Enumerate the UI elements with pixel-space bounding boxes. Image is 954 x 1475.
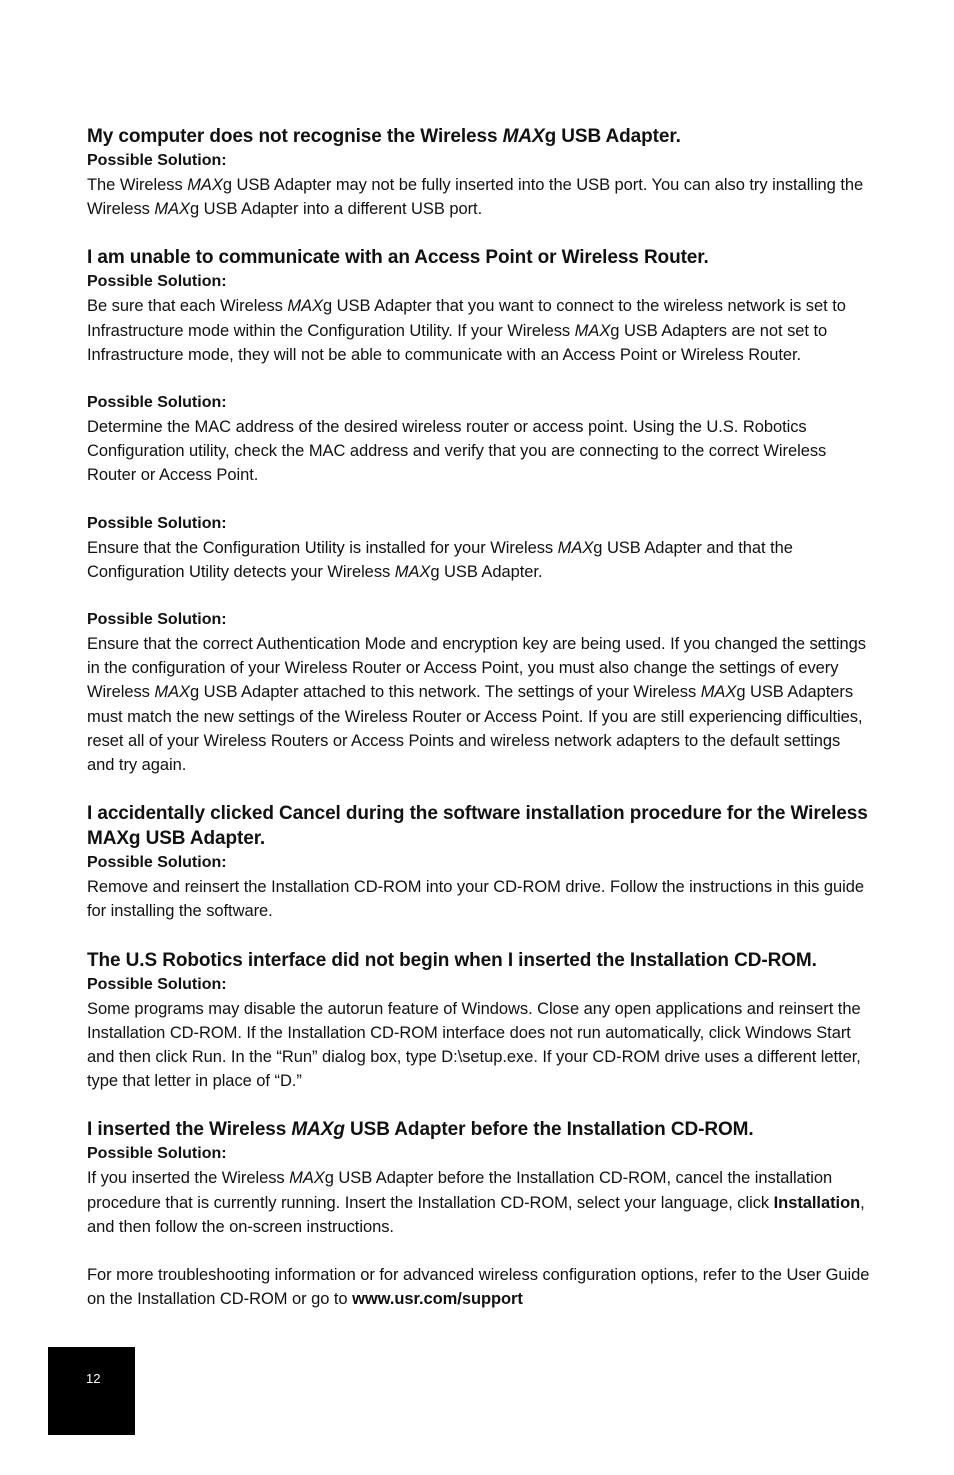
solution-text: Remove and reinsert the Installation CD-ROM into your CD-ROM drive. Follow the instructions in this guide for installing the software. <box>87 878 864 921</box>
solution-label: Possible Solution: <box>87 273 227 291</box>
solution-text: Ensure that the correct Authentication Mode and encryption key are being used. If you changed the settings in the configuration of your Wireless Router or Access Point, you must also change the settings of every Wireless MAXg USB Adapter attached to this network. The settings of your Wireless MAXg USB Adapters must match the new settings of the Wireless Router or Access Point. If you are still experiencing difficulties, reset all of your Wireless Routers or Access Points and wireless network adapters to the default settings and try again. <box>87 635 866 775</box>
footer-note: For more troubleshooting information or for advanced wireless configuration options, refer to the User Guide on the Installation CD-ROM or go to www.usr.com/support <box>87 1266 870 1309</box>
solution-text: The Wireless MAXg USB Adapter may not be fully inserted into the USB port. You can also try installing the Wireless MAXg USB Adapter into a different USB port. <box>87 176 864 219</box>
support-link[interactable]: www.usr.com/support <box>352 1290 523 1309</box>
troubleshooting-section <box>87 801 872 923</box>
document-body <box>87 124 872 1311</box>
solution-label: Possible Solution: <box>87 1145 227 1163</box>
solution-label: Possible Solution: <box>87 394 227 412</box>
page-number-box <box>48 1347 135 1435</box>
troubleshooting-section <box>87 245 872 777</box>
issue-heading: The U.S Robotics interface did not begin when I inserted the Installation CD-ROM. <box>87 949 817 971</box>
issue-heading: I am unable to communicate with an Access Point or Wireless Router. <box>87 247 709 269</box>
page-number: 12 <box>86 1371 101 1386</box>
troubleshooting-section <box>87 1117 872 1239</box>
solution-label: Possible Solution: <box>87 611 227 629</box>
solution-label: Possible Solution: <box>87 975 227 993</box>
solution-label: Possible Solution: <box>87 152 227 169</box>
troubleshooting-section <box>87 948 872 1094</box>
issue-heading: I inserted the Wireless MAXg USB Adapter before the Installation CD-ROM. <box>87 1119 754 1141</box>
solution-text: Determine the MAC address of the desired wireless router or access point. Using the U.S. Robotics Configuration utility, check the MAC address and verify that you are connecting to the correct Wireless Router or Access Point. <box>87 418 827 485</box>
issue-heading: My computer does not recognise the Wireless MAXg USB Adapter. <box>87 126 681 147</box>
issue-heading: I accidentally clicked Cancel during the software installation procedure for the Wireless MAXg USB Adapter. <box>87 803 868 850</box>
solution-text: Some programs may disable the autorun feature of Windows. Close any open applications and reinsert the Installation CD-ROM. If the Installation CD-ROM interface does not run automatically, click Windows Start and then click Run. In the “Run” dialog box, type D:\setup.exe. If your CD-ROM drive uses a different letter, type that letter in place of “D.” <box>87 999 861 1091</box>
solution-label: Possible Solution: <box>87 854 227 872</box>
troubleshooting-section <box>87 124 872 221</box>
solution-label: Possible Solution: <box>87 514 227 532</box>
solution-text: If you inserted the Wireless MAXg USB Adapter before the Installation CD-ROM, cancel the installation procedure that is currently running. Insert the Installation CD-ROM, select your language, click Installation, and then follow the on-screen instructions. <box>87 1169 865 1236</box>
solution-text: Be sure that each Wireless MAXg USB Adapter that you want to connect to the wireless network is set to Infrastructure mode within the Configuration Utility. If your Wireless MAXg USB Adapters are not set to Infrastructure mode, they will not be able to communicate with an Access Point or Wireless Router. <box>87 297 846 364</box>
solution-text: Ensure that the Configuration Utility is installed for your Wireless MAXg USB Adapter and that the Configuration Utility detects your Wireless MAXg USB Adapter. <box>87 538 793 581</box>
